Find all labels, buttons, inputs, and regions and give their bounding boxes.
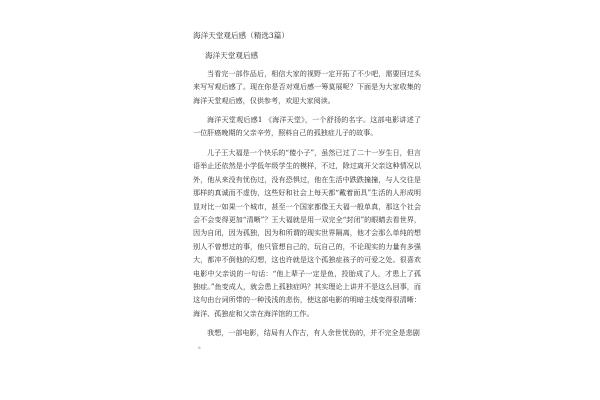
section-heading: 海洋天堂观后感 [205, 51, 259, 60]
paragraph-review-1-body: 儿子王大福是一个快乐的“傻小子”，虽然已过了二十一岁生日，但言语举止还依然是小学低年级学生的模样，不过，除过离开父亲这种情况以外，他从来没有忧伤过，没有恐惧过，他在生活中跌跌撞撞，与人交往是那样的真诚而不虚伪，这些好和社会上每天都“戴着面具”生活的人形成明显对比一如果一个城市，甚至一个国家都像王大福一般单真，那这个社会会不会变得更加“清晰”？王大福就是用一双完全“封闭”的眼睛去看世界，因为自闭，因为孤独，因为和所谓的现实世界隔离，他才会那么单纯的想别人不曾想过的事，他只管想自己的，玩自己的，不论现实的力量有多强大，都冲不倒他的幻想，这也许就是这个孤独症孩子的可爱之处。很喜欢电影中父亲说的一句话：“他上辈子一定是鱼，投胎成了人，才患上了孤独症。”鱼变成人，就会患上孤独症吗？其实理论上讲并不是这么回事，而这句由台词所带的一种浅浅的悲伤，使这部电影的明暗主线变得很清晰：海洋、孤独症和父亲在海洋馆的工作。 [193, 148, 421, 318]
trailing-mark: 。 [198, 342, 205, 350]
paragraph-conclusion: 我想，一部电影，结局有人作古，有人余世忧伤的，并不完全是悲剧 [207, 328, 420, 337]
paragraph-review-1-summary: 海洋天堂观后感1 《海洋天堂》，一个舒扬的名字。这部电影讲述了一位肝癌晚期的父亲辛劳，照料自己的孤独症儿子的故事。 [193, 115, 421, 138]
document-title: 海洋天堂观后感（精选3篇） [193, 31, 289, 40]
paragraph-intro: 当看完一部作品后，相信大家的视野一定开拓了不少吧，需要回过头来写写观后感了。现在你是否对观后感一筹莫展呢？下面是为大家收集的海洋天堂观后感，仅供参考，欢迎大家阅读。 [193, 69, 421, 105]
